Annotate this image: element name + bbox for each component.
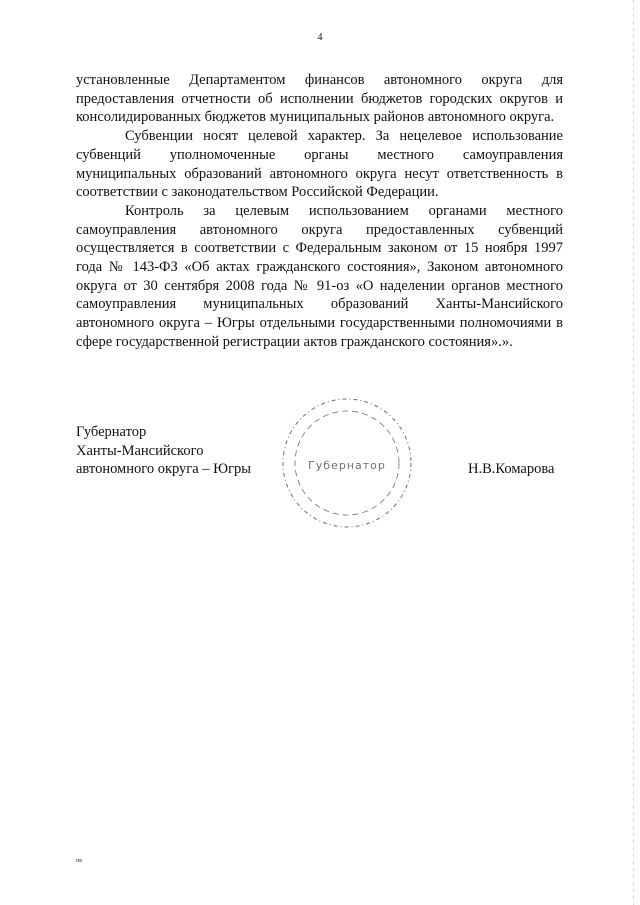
- paragraph-control: Контроль за целевым использованием органами местного самоуправления автономного округа предоставленных субвенций осуществляется в соответствии с Федеральным законом от 15 ноября 1997 года № 143-ФЗ «Об актах гражданского состояния», Законом автономного округа от 30 сентября 2008 года № 91-оз «О наделении органов местного самоуправления муниципальных образований Ханты-Мансийского автономного округа – Югры отдельными государственными полномочиями в сфере государственной регистрации актов гражданского состояния».».: [76, 202, 563, 350]
- signature-title-line: автономного округа – Югры: [76, 461, 252, 478]
- document-body: [76, 71, 563, 352]
- page-number: 4: [317, 32, 323, 43]
- paragraph-continuation: установленные Департаментом финансов автономного округа для предоставления отчетности об исполнении бюджетов городских округов и консолидированных бюджетов муниципальных районов автономного округа.: [76, 72, 563, 126]
- paragraph-subventions: Субвенции носят целевой характер. За нецелевое использование субвенций уполномоченные органы местного самоуправления муниципальных образований автономного округа несут ответственность в соответствии с законодательством Российской Федерации.: [76, 128, 563, 201]
- seal-text: Губернатор: [308, 459, 386, 472]
- scan-edge-line: [633, 0, 634, 905]
- signature-title-block: [76, 423, 251, 479]
- signature-title-line: Ханты-Мансийского: [76, 442, 204, 459]
- signature-title-line: Губернатор: [76, 424, 147, 440]
- footer-initials: нв: [76, 858, 83, 864]
- signatory-name: Н.В.Комарова: [468, 461, 555, 477]
- official-seal: [279, 395, 415, 531]
